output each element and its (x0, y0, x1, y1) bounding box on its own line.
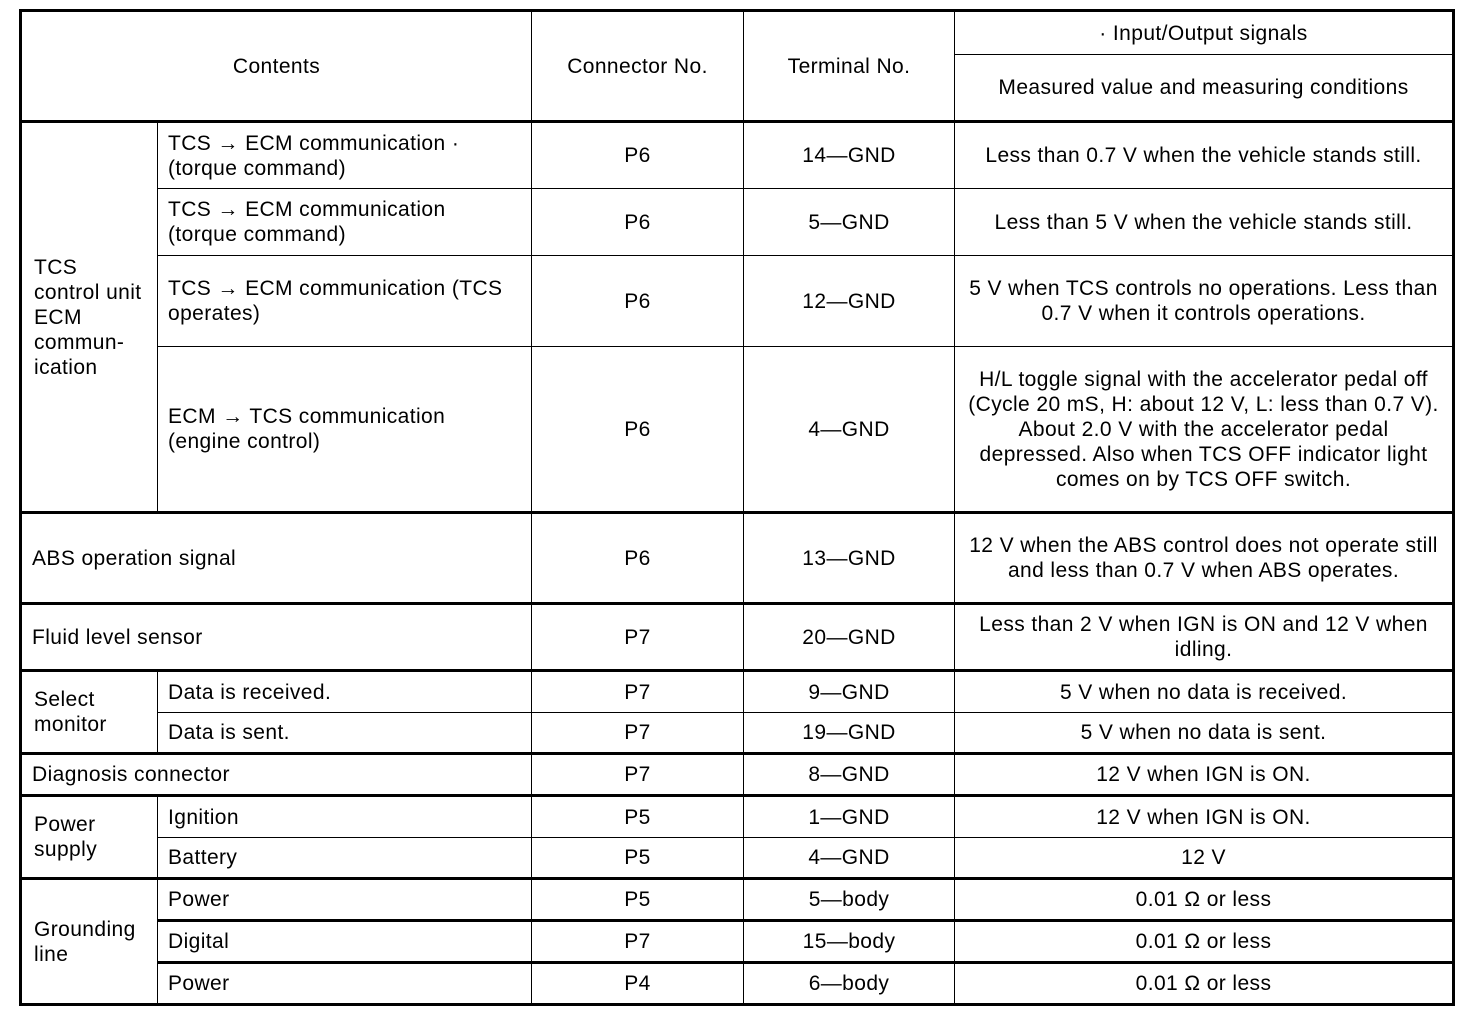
row-terminal: 20—GND (744, 604, 955, 671)
row-terminal: 14—GND (744, 122, 955, 189)
row-contents: Battery (158, 838, 532, 879)
row-measured: H/L toggle signal with the accelerator pedal off (Cycle 20 mS, H: about 12 V, L: less than 0.7 V). About 2.0 V with the accelerator pedal depressed. Also when TCS OFF indicator light comes on by TCS OFF switch. (955, 347, 1454, 513)
table-row (21, 963, 1454, 1005)
group-select-monitor: Select monitor (21, 671, 158, 754)
row-terminal: 9—GND (744, 671, 955, 713)
row-measured: 5 V when no data is sent. (955, 713, 1454, 754)
row-connector: P7 (532, 713, 744, 754)
row-measured: 0.01 Ω or less (955, 921, 1454, 963)
row-measured: 12 V (955, 838, 1454, 879)
row-measured: Less than 5 V when the vehicle stands still. (955, 189, 1454, 256)
row-contents: TCS → ECM communication (torque command) (158, 189, 532, 256)
row-terminal: 4—GND (744, 838, 955, 879)
row-measured: 0.01 Ω or less (955, 963, 1454, 1005)
row-connector: P5 (532, 838, 744, 879)
group-grounding-line: Grounding line (21, 879, 158, 1005)
row-measured: Less than 2 V when IGN is ON and 12 V when idling. (955, 604, 1454, 671)
row-terminal: 8—GND (744, 754, 955, 796)
row-connector: P6 (532, 122, 744, 189)
group-tcs-ecm: TCS control unit ECM commun-ication (21, 122, 158, 513)
row-connector: P5 (532, 879, 744, 921)
row-measured: 12 V when the ABS control does not operate still and less than 0.7 V when ABS operates. (955, 513, 1454, 604)
table-row (21, 754, 1454, 796)
table-row (21, 347, 1454, 513)
table-row (21, 671, 1454, 713)
row-connector: P6 (532, 347, 744, 513)
header-io-signals: · Input/Output signals (955, 11, 1454, 55)
row-measured: 0.01 Ω or less (955, 879, 1454, 921)
row-terminal: 13—GND (744, 513, 955, 604)
row-connector: P7 (532, 671, 744, 713)
row-measured: 5 V when TCS controls no operations. Less than 0.7 V when it controls operations. (955, 256, 1454, 347)
row-terminal: 5—body (744, 879, 955, 921)
row-contents: Data is sent. (158, 713, 532, 754)
row-contents: Fluid level sensor (21, 604, 532, 671)
row-measured: 12 V when IGN is ON. (955, 754, 1454, 796)
header-row-top (21, 11, 1454, 55)
row-connector: P7 (532, 754, 744, 796)
row-contents: TCS → ECM communication (TCS operates) (158, 256, 532, 347)
row-terminal: 5—GND (744, 189, 955, 256)
table-row (21, 796, 1454, 838)
row-connector: P5 (532, 796, 744, 838)
table-row (21, 122, 1454, 189)
table-row (21, 189, 1454, 256)
row-contents: TCS → ECM communication · (torque command) (158, 122, 532, 189)
row-measured: 5 V when no data is received. (955, 671, 1454, 713)
row-connector: P7 (532, 604, 744, 671)
row-contents: Ignition (158, 796, 532, 838)
row-terminal: 19—GND (744, 713, 955, 754)
table-row (21, 513, 1454, 604)
header-measured: Measured value and measuring conditions (955, 55, 1454, 122)
table-row (21, 604, 1454, 671)
header-terminal: Terminal No. (744, 11, 955, 122)
table-row (21, 921, 1454, 963)
header-contents: Contents (21, 11, 532, 122)
table-row (21, 256, 1454, 347)
row-connector: P7 (532, 921, 744, 963)
row-contents: Power (158, 963, 532, 1005)
row-measured: Less than 0.7 V when the vehicle stands still. (955, 122, 1454, 189)
signal-spec-table (19, 9, 1455, 1006)
row-contents: Digital (158, 921, 532, 963)
group-power-supply: Power supply (21, 796, 158, 879)
row-connector: P6 (532, 189, 744, 256)
row-contents: ECM → TCS communication (engine control) (158, 347, 532, 513)
table-row (21, 879, 1454, 921)
row-measured: 12 V when IGN is ON. (955, 796, 1454, 838)
row-connector: P6 (532, 256, 744, 347)
row-terminal: 6—body (744, 963, 955, 1005)
row-contents: Diagnosis connector (21, 754, 532, 796)
row-contents: Data is received. (158, 671, 532, 713)
row-terminal: 12—GND (744, 256, 955, 347)
row-terminal: 1—GND (744, 796, 955, 838)
row-contents: ABS operation signal (21, 513, 532, 604)
table-row (21, 713, 1454, 754)
row-connector: P4 (532, 963, 744, 1005)
row-contents: Power (158, 879, 532, 921)
row-terminal: 15—body (744, 921, 955, 963)
header-connector: Connector No. (532, 11, 744, 122)
row-terminal: 4—GND (744, 347, 955, 513)
table-row (21, 838, 1454, 879)
row-connector: P6 (532, 513, 744, 604)
